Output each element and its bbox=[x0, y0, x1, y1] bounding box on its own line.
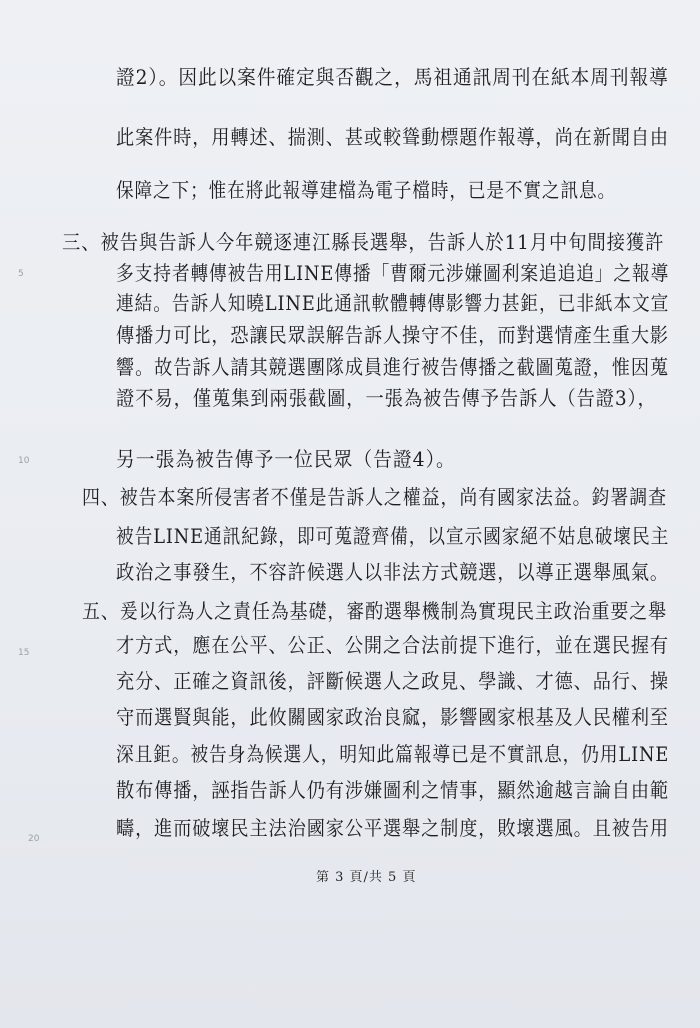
text-line: 傳播力可比，恐讓民眾誤解告訴人操守不佳，而對選情產生重大影 bbox=[116, 323, 669, 347]
text-line: 疇，進而破壞民主法治國家公平選舉之制度，敗壞選風。且被告用 bbox=[116, 816, 669, 840]
text-line: 政治之事發生，不容許候選人以非法方式競選，以導正選舉風氣。 bbox=[116, 560, 669, 584]
text-line: 證2）。因此以案件確定與否觀之，馬祖通訊周刊在紙本周刊報導 bbox=[116, 65, 669, 89]
line-number-marker: 15 bbox=[18, 648, 30, 658]
text-line: 五、爰以行為人之責任為基礎，審酌選舉機制為實現民主政治重要之舉 bbox=[82, 599, 667, 623]
text-line: 證不易，僅蒐集到兩張截圖，一張為被告傳予告訴人（告證3）， bbox=[116, 386, 657, 410]
line-number-marker: 20 bbox=[28, 834, 40, 844]
line-number-marker: 5 bbox=[18, 269, 24, 279]
text-line: 散布傳播，誣指告訴人仍有涉嫌圖利之情事，顯然逾越言論自由範 bbox=[116, 778, 669, 802]
text-line: 響。故告訴人請其競選團隊成員進行被告傳播之截圖蒐證，惟因蒐 bbox=[116, 355, 669, 379]
text-line: 才方式，應在公平、公正、公開之合法前提下進行，並在選民握有 bbox=[116, 633, 669, 657]
text-line: 此案件時，用轉述、揣測、甚或較聳動標題作報導，尚在新聞自由 bbox=[116, 125, 669, 149]
text-line: 三、被告與告訴人今年競逐連江縣長選舉，告訴人於11月中旬間接獲許 bbox=[62, 230, 665, 254]
page-footer: 第 3 頁/共 5 頁 bbox=[316, 870, 417, 885]
text-line: 被告LINE通訊紀錄，即可蒐證齊備，以宣示國家絕不姑息破壞民主 bbox=[116, 524, 670, 548]
text-line: 連結。告訴人知曉LINE此通訊軟體轉傳影響力甚鉅，已非紙本文宣 bbox=[116, 291, 670, 315]
text-line: 多支持者轉傳被告用LINE傳播「曹爾元涉嫌圖利案追追追」之報導 bbox=[116, 261, 670, 285]
text-line: 充分、正確之資訊後，評斷候選人之政見、學識、才德、品行、操 bbox=[116, 669, 669, 693]
line-number-marker: 10 bbox=[18, 456, 30, 466]
text-line: 深且鉅。被告身為候選人，明知此篇報導已是不實訊息，仍用LINE bbox=[116, 742, 670, 766]
text-line: 四、被告本案所侵害者不僅是告訴人之權益，尚有國家法益。鈞署調查 bbox=[82, 485, 667, 509]
text-line: 另一張為被告傳予一位民眾（告證4）。 bbox=[116, 447, 456, 471]
text-line: 守而選賢與能，此攸關國家政治良窳，影響國家根基及人民權利至 bbox=[116, 705, 669, 729]
text-line: 保障之下；惟在將此報導建檔為電子檔時，已是不實之訊息。 bbox=[116, 178, 616, 202]
